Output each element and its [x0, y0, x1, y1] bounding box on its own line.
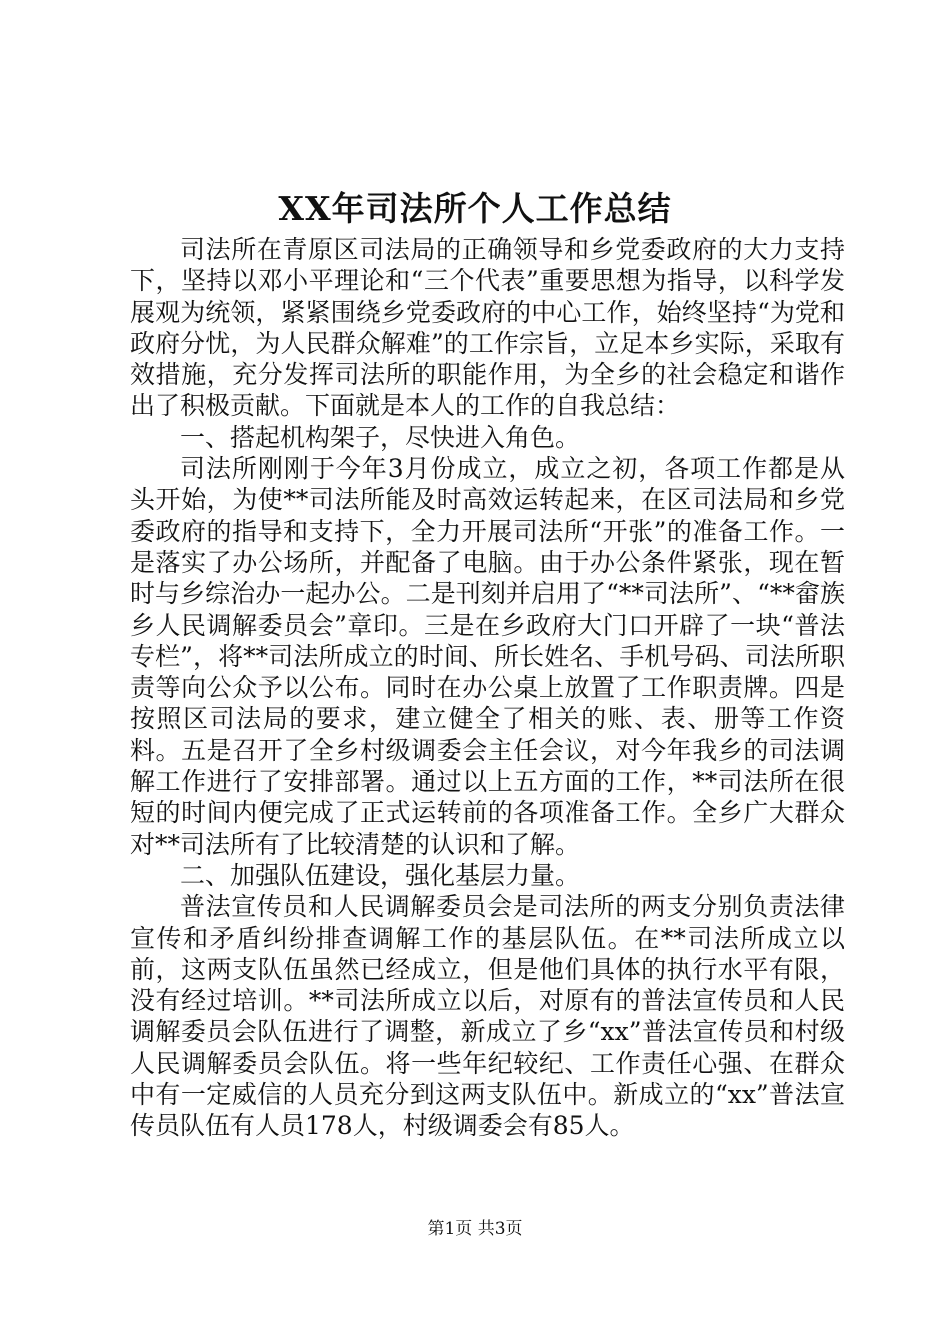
section-heading-1: 一、搭起机构架子，尽快进入角色。: [180, 422, 581, 452]
section-heading-2: 二、加强队伍建设，强化基层力量。: [180, 860, 581, 890]
paragraph-section-1: 司法所刚刚于今年3月份成立，成立之初，各项工作都是从头开始，为使**司法所能及时高效运转起来，在区司法局和乡党委政府的指导和支持下，全力开展司法所“开张”的准备工作。一是落实了办公场所，并配备了电脑。由于办公条件紧张，现在暂时与乡综治办一起办公。二是刊刻并启用了“**司法所”、“**畲族乡人民调解委员会”章印。三是在乡政府大门口开辟了一块“普法专栏”，将**司法所成立的时间、所长姓名、手机号码、司法所职责等向公众予以公布。同时在办公桌上放置了工作职责牌。四是按照区司法局的要求，建立健全了相关的账、表、册等工作资料。五是召开了全乡村级调委会主任会议，对今年我乡的司法调解工作进行了安排部署。通过以上五方面的工作，**司法所在很短的时间内便完成了正式运转前的各项准备工作。全乡广大群众对**司法所有了比较清楚的认识和了解。: [130, 454, 845, 859]
paragraph-section-2: 普法宣传员和人民调解委员会是司法所的两支分别负责法律宣传和矛盾纠纷排查调解工作的基层队伍。在**司法所成立以前，这两支队伍虽然已经成立，但是他们具体的执行水平有限，没有经过培训。**司法所成立以后，对原有的普法宣传员和人民调解委员会队伍进行了调整，新成立了乡“xx”普法宣传员和村级人民调解委员会队伍。将一些年纪较纪、工作责任心强、在群众中有一定威信的人员充分到这两支队伍中。新成立的“xx”普法宣传员队伍有人员178人，村级调委会有85人。: [130, 892, 845, 1141]
document-title: XX年司法所个人工作总结: [278, 189, 672, 228]
document-body: [130, 234, 845, 1142]
page-footer: 第1页 共3页: [427, 1219, 523, 1239]
paragraph-intro: 司法所在青原区司法局的正确领导和乡党委政府的大力支持下，坚持以邓小平理论和“三个代表”重要思想为指导，以科学发展观为统领，紧紧围绕乡党委政府的中心工作，始终坚持“为党和政府分忧，为人民群众解难”的工作宗旨，立足本乡实际，采取有效措施，充分发挥司法所的职能作用，为全乡的社会稳定和谐作出了积极贡献。下面就是本人的工作的自我总结：: [130, 235, 845, 421]
